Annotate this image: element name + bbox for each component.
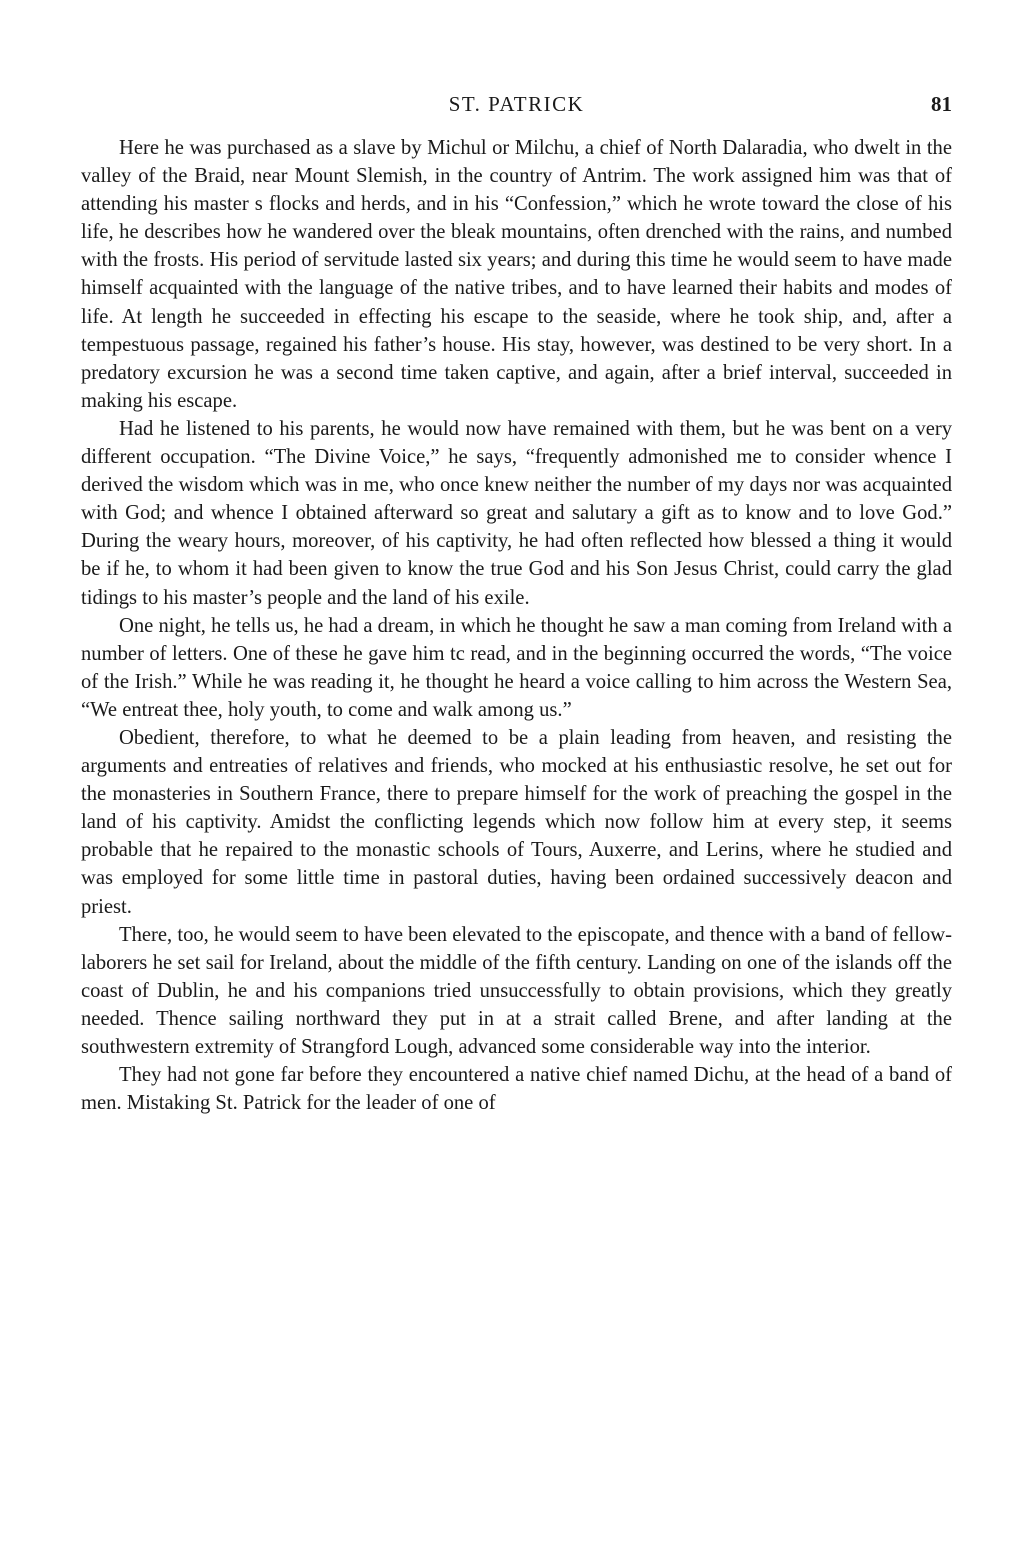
book-page (81, 92, 952, 1117)
page-number: 81 (931, 92, 952, 116)
body-text (81, 134, 952, 1117)
running-title: ST. PATRICK (448, 92, 585, 116)
running-header (81, 92, 952, 128)
paragraph-6: They had not gone far before they encountered a native chief named Dichu, at the head of a band of men. Mistaking St. Patrick for the leader of one of (81, 1064, 952, 1115)
paragraph-3: One night, he tells us, he had a dream, in which he thought he saw a man coming from Ireland with a number of letters. One of these he gave him tc read, and in the beginning occurred the words, “The voice of the Irish.” While he was reading it, he thought he heard a voice calling to him across the Western Sea, “We entreat thee, holy youth, to come and walk among us.” (81, 614, 952, 721)
paragraph-4: Obedient, therefore, to what he deemed to be a plain leading from heaven, and resisting the arguments and entreaties of relatives and friends, who mocked at his enthusiastic resolve, he set out for the monasteries in Southern France, there to prepare himself for the work of preaching the gospel in the land of his captivity. Amidst the conflicting legends which now follow him at every step, it seems probable that he repaired to the monastic schools of Tours, Auxerre, and Lerins, where he studied and was employed for some little time in pastoral duties, having been ordained successively deacon and priest. (81, 726, 952, 918)
paragraph-5: There, too, he would seem to have been elevated to the episcopate, and thence with a band of fellow-laborers he set sail for Ireland, about the middle of the fifth century. Landing on one of the islands off the coast of Dublin, he and his companions tried unsuccessfully to obtain provisions, which they greatly needed. Thence sailing northward they put in at a strait called Brene, and after landing at the southwestern extremity of Strangford Lough, advanced some considerable way into the interior. (81, 923, 952, 1058)
paragraph-1: Here he was purchased as a slave by Michul or Milchu, a chief of North Dalaradia, who dwelt in the valley of the Braid, near Mount Slemish, in the country of Antrim. The work assigned him was that of attending his master s flocks and herds, and in his “Confession,” which he wrote toward the close of his life, he describes how he wandered over the bleak mountains, often drenched with the rains, and numbed with the frosts. His period of servitude lasted six years; and during this time he would seem to have made himself acquainted with the language of the native tribes, and to have learned their habits and modes of life. At length he succeeded in effecting his escape to the seaside, where he took ship, and, after a tempestuous passage, regained his father’s house. His stay, however, was destined to be very short. In a predatory excursion he was a second time taken captive, and again, after a brief interval, succeeded in making his escape. (81, 137, 952, 412)
paragraph-2: Had he listened to his parents, he would now have remained with them, but he was bent on a very different occupation. “The Divine Voice,” he says, “frequently admonished me to consider whence I derived the wisdom which was in me, who once knew neither the number of my days nor was acquainted with God; and whence I obtained afterward so great and salutary a gift as to know and to love God.” During the weary hours, moreover, of his captivity, he had often reflected how blessed a thing it would be if he, to whom it had been given to know the true God and his Son Jesus Christ, could carry the glad tidings to his master’s people and the land of his exile. (81, 417, 952, 609)
